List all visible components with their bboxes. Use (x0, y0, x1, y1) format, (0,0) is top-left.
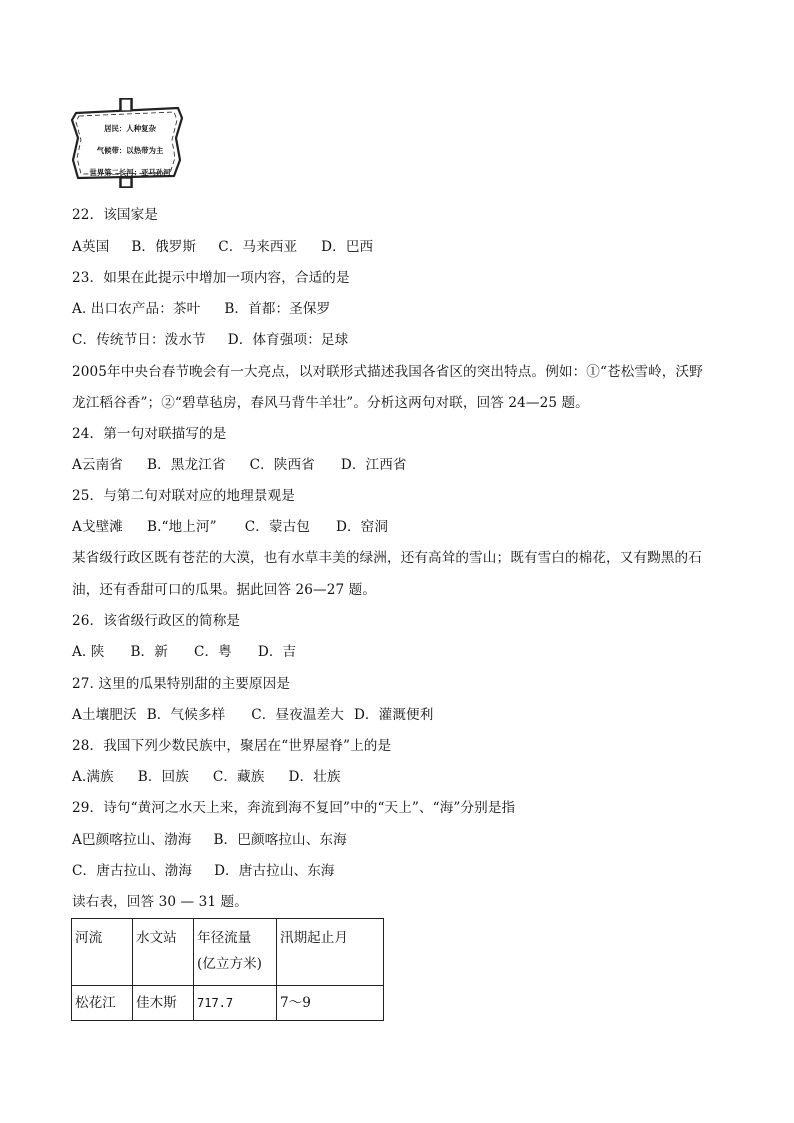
q22-option-c: C．马来西亚 (218, 239, 298, 255)
q28-option-c: C．藏族 (212, 769, 265, 785)
q22-option-a: A英国 (72, 239, 110, 255)
table-header-runoff (194, 919, 277, 986)
table-header-runoff-unit: (亿立方米) (197, 956, 262, 972)
q27-stem: 27. 这里的瓜果特别甜的主要原因是 (72, 676, 291, 692)
table-header-runoff-label: 年径流量 (197, 930, 252, 946)
q25-option-a: A戈壁滩 (72, 519, 123, 535)
q29-stem: 29．诗句“黄河之水天上来，奔流到海不复回”中的“天上”、“海”分别是指 (72, 800, 516, 816)
q24-option-d: D．江西省 (340, 457, 407, 473)
intro-26-27-line1: 某省级行政区既有苍茫的大漠，也有水草丰美的绿洲，还有高耸的雪山；既有雪白的棉花，又有黝黑的石 (72, 550, 702, 566)
q22-option-b: B．俄罗斯 (131, 239, 197, 255)
q24-stem: 24．第一句对联描写的是 (72, 426, 227, 442)
q22-options (72, 237, 373, 257)
q29-option-c: C．唐古拉山、渤海 (72, 863, 193, 879)
table-cell-river: 松花江 (72, 986, 133, 1021)
q26-options (72, 642, 296, 662)
q29-option-a: A巴颜喀拉山、渤海 (72, 832, 192, 848)
signboard (70, 98, 185, 188)
table-cell-runoff: 717.7 (194, 986, 277, 1021)
q28-options (72, 767, 341, 787)
q22-stem: 22．该国家是 (72, 207, 158, 223)
q28-option-b: B．回族 (137, 769, 189, 785)
q26-option-a: A. 陕 (72, 644, 105, 660)
q27-option-a: A土壤肥沃 (72, 707, 137, 723)
q24-options (72, 455, 407, 475)
q23-option-b: B．首都：圣保罗 (224, 301, 331, 317)
q29-option-b: B．巴颜喀拉山、东海 (213, 832, 347, 848)
table-header-flood: 汛期起止月 (277, 919, 384, 986)
table-cell-flood: 7～9 (277, 986, 384, 1021)
table-cell-station: 佳木斯 (133, 986, 194, 1021)
table-header-station: 水文站 (133, 919, 194, 986)
q29-option-d: D．唐古拉山、东海 (214, 863, 335, 879)
q29-options-row2 (72, 861, 335, 881)
q27-option-b: B．气候多样 (146, 707, 226, 723)
q23-option-c: C．传统节日：泼水节 (72, 332, 206, 348)
q23-options-row1 (72, 299, 330, 319)
table-header-river: 河流 (72, 919, 133, 986)
signboard-line-2: 气候带：以热带为主 (96, 146, 164, 155)
q24-option-b: B．黑龙江省 (147, 457, 226, 473)
q27-option-c: C．昼夜温差大 (251, 707, 344, 723)
q26-option-d: D．吉 (257, 644, 297, 660)
q25-option-d: D．窑洞 (335, 519, 389, 535)
q26-option-b: B．新 (130, 644, 168, 660)
q26-option-c: C．粤 (193, 644, 232, 660)
q23-options-row2 (72, 330, 348, 350)
signboard-line-1: 居民：人种复杂 (104, 124, 156, 133)
q29-options-row1 (72, 830, 347, 850)
q28-option-a: A.满族 (72, 769, 114, 785)
q27-option-d: D．灌溉便利 (353, 707, 434, 723)
q22-option-d: D．巴西 (321, 239, 374, 255)
intro-24-25-line2: 龙江稻谷香”；②“碧草毡房，春风马背牛羊壮”。分析这两句对联，回答 24—25 题。 (72, 395, 589, 411)
intro-30-31: 读右表，回答 30 — 31 题。 (72, 894, 248, 910)
q23-stem: 23．如果在此提示中增加一项内容，合适的是 (72, 270, 350, 286)
q24-option-c: C．陕西省 (249, 457, 315, 473)
q25-options (72, 517, 388, 537)
hydrology-table (71, 918, 384, 1021)
q25-option-c: C．蒙古包 (244, 519, 310, 535)
q27-options (72, 705, 433, 725)
q28-stem: 28．我国下列少数民族中，聚居在“世界屋脊”上的是 (72, 738, 392, 754)
q25-stem: 25．与第二句对联对应的地理景观是 (72, 488, 295, 504)
q26-stem: 26．该省级行政区的简称是 (72, 613, 241, 629)
q25-option-b: B.“地上河” (147, 519, 217, 535)
q23-option-d: D．体育强项：足球 (227, 332, 349, 348)
table-row (72, 986, 384, 1021)
intro-26-27-line2: 油，还有香甜可口的瓜果。据此回答 26—27 题。 (72, 582, 377, 598)
q24-option-a: A云南省 (72, 457, 123, 473)
q28-option-d: D．壮族 (288, 769, 341, 785)
intro-24-25-line1: 2005年中央台春节晚会有一大亮点，以对联形式描述我国各省区的突出特点。例如：①“苍松雪岭，沃野 (72, 364, 703, 380)
signboard-line-3: 世界第二长河：亚马孙河 (89, 168, 171, 177)
q23-option-a: A. 出口农产品：茶叶 (72, 301, 201, 317)
table-header-row (72, 919, 384, 986)
